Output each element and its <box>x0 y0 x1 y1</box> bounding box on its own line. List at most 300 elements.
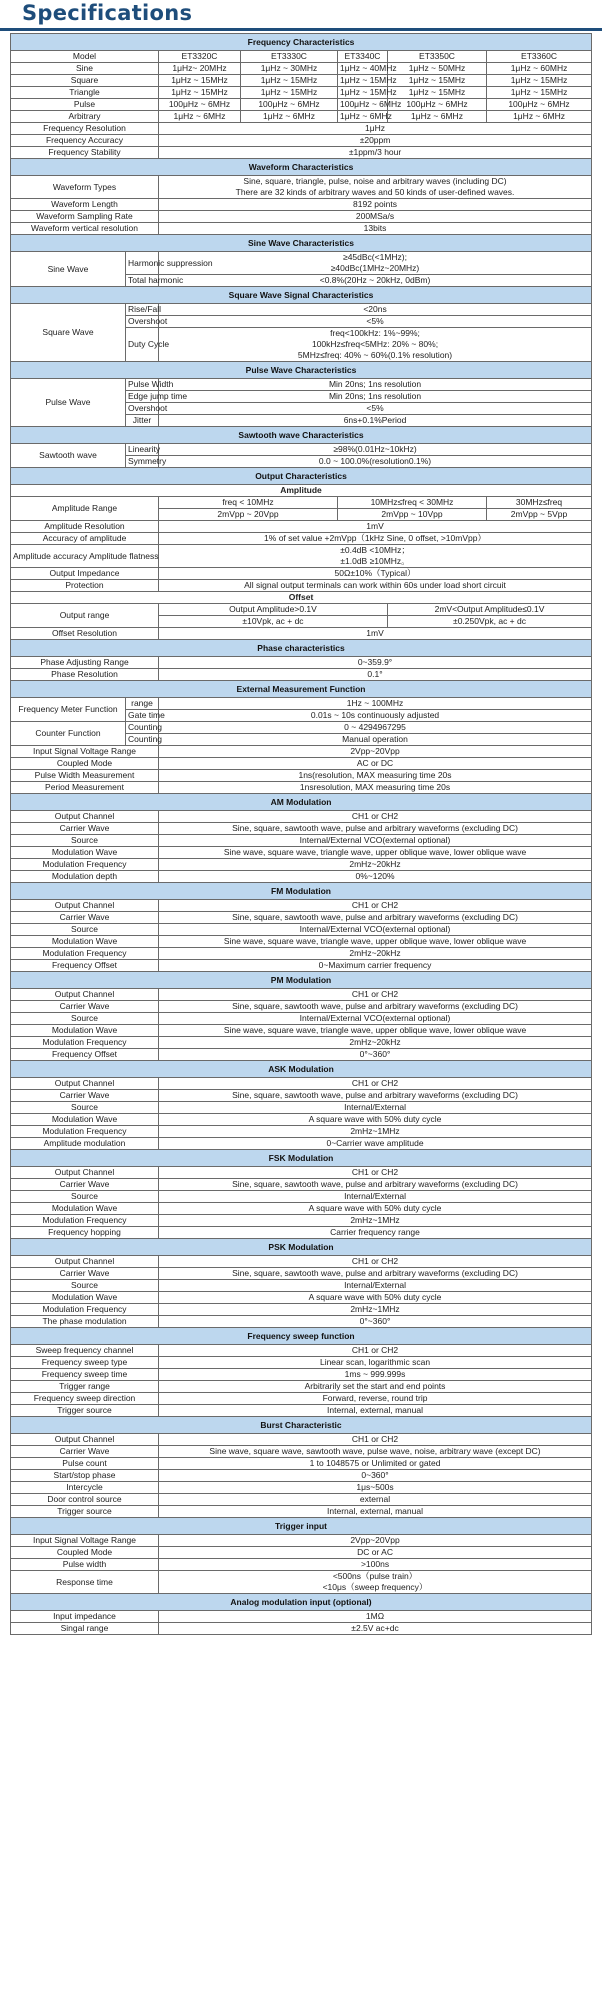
row-label: Carrier Wave <box>11 1001 159 1013</box>
row-value: 1ns(resolution, MAX measuring time 20s <box>159 770 592 782</box>
table-row <box>11 1049 592 1061</box>
row-value: <500ns（pulse train） <10μs（sweep frequency） <box>159 1571 592 1594</box>
model-cell: 1μHz ~ 15MHz <box>241 87 338 99</box>
row-label: Period Measurement <box>11 782 159 794</box>
section-title: Output Characteristics <box>11 468 592 485</box>
model-cell: 100μHz ~ 6MHz <box>241 99 338 111</box>
table-row <box>11 1138 592 1150</box>
row-value: Forward, reverse, round trip <box>159 1393 592 1405</box>
section-title: Sawtooth wave Characteristics <box>11 427 592 444</box>
row-value: Sine, square, sawtooth wave, pulse and arbitrary waveforms (excluding DC) <box>159 1090 592 1102</box>
row-label: Start/stop phase <box>11 1470 159 1482</box>
row-label: Offset Resolution <box>11 628 159 640</box>
row-value: Sine, square, triangle, pulse, noise and arbitrary waves (including DC) There are 32 kinds of arbitrary waves and 50 kinds of user-defined waves. <box>159 176 592 199</box>
row-value: 2mHz~20kHz <box>159 948 592 960</box>
row-value: external <box>159 1494 592 1506</box>
row-value: <5% <box>159 403 592 415</box>
row-label: Input Signal Voltage Range <box>11 1535 159 1547</box>
row-value: Sine, square, sawtooth wave, pulse and arbitrary waveforms (excluding DC) <box>159 1179 592 1191</box>
model-cell: 1μHz ~ 6MHz <box>159 111 241 123</box>
row-label: Carrier Wave <box>11 1446 159 1458</box>
row-label: Modulation Frequency <box>11 1037 159 1049</box>
row-value: Min 20ns; 1ns resolution <box>159 391 592 403</box>
group-label: Sine Wave <box>11 252 126 287</box>
sub-label: Pulse Width <box>126 379 159 391</box>
amp-range-cond: freq < 10MHz <box>159 497 338 509</box>
table-row <box>11 99 592 111</box>
table-row <box>11 1482 592 1494</box>
model-cell: 100μHz ~ 6MHz <box>159 99 241 111</box>
row-label: Model <box>11 51 159 63</box>
subheading: Amplitude <box>11 485 592 497</box>
row-value: All signal output terminals can work within 60s under load short circuit <box>159 580 592 592</box>
row-label: Source <box>11 1280 159 1292</box>
row-label: Amplitude Resolution <box>11 521 159 533</box>
group-label: Square Wave <box>11 304 126 362</box>
table-row <box>11 1227 592 1239</box>
sub-label: Overshoot <box>126 403 159 415</box>
row-value: 2mHz~1MHz <box>159 1215 592 1227</box>
section-title: Burst Characteristic <box>11 1417 592 1434</box>
amp-range-value: 2mVpp ~ 10Vpp <box>338 509 487 521</box>
row-value: Internal/External <box>159 1191 592 1203</box>
row-label: Waveform Sampling Rate <box>11 211 159 223</box>
row-label: Phase Adjusting Range <box>11 657 159 669</box>
table-row <box>11 135 592 147</box>
sub-label: Rise/Fall <box>126 304 159 316</box>
model-cell: 1μHz ~ 6MHz <box>487 111 592 123</box>
row-label: Output Channel <box>11 900 159 912</box>
model-cell: 100μHz ~ 6MHz <box>487 99 592 111</box>
table-row <box>11 912 592 924</box>
table-row <box>11 1434 592 1446</box>
amp-range-cond: 30MHz≤freq <box>487 497 592 509</box>
group-label: Frequency Meter Function <box>11 698 126 722</box>
table-row <box>11 63 592 75</box>
table-row <box>11 1547 592 1559</box>
section-header-row <box>11 362 592 379</box>
offset-value: ±10Vpk, ac + dc <box>159 616 388 628</box>
table-row <box>11 1179 592 1191</box>
row-value: CH1 or CH2 <box>159 1434 592 1446</box>
row-value: Linear scan, logarithmic scan <box>159 1357 592 1369</box>
row-value: Internal/External VCO(external optional) <box>159 1013 592 1025</box>
row-label: Input impedance <box>11 1611 159 1623</box>
model-cell: 1μHz ~ 15MHz <box>388 87 487 99</box>
section-title: External Measurement Function <box>11 681 592 698</box>
row-label: Modulation Frequency <box>11 1126 159 1138</box>
model-cell: 1μHz ~ 15MHz <box>338 75 388 87</box>
model-cell: 1μHz ~ 6MHz <box>241 111 338 123</box>
table-row <box>11 722 592 734</box>
table-row <box>11 1535 592 1547</box>
row-value: Sine, square, sawtooth wave, pulse and arbitrary waveforms (excluding DC) <box>159 1268 592 1280</box>
table-row <box>11 960 592 972</box>
model-cell: 1μHz ~ 15MHz <box>487 75 592 87</box>
row-value: CH1 or CH2 <box>159 989 592 1001</box>
table-row <box>11 847 592 859</box>
row-label: Modulation Wave <box>11 847 159 859</box>
row-label: Modulation Wave <box>11 936 159 948</box>
row-value: 1μHz <box>159 123 592 135</box>
table-row <box>11 835 592 847</box>
row-label: Carrier Wave <box>11 1090 159 1102</box>
table-row <box>11 533 592 545</box>
row-label: Trigger source <box>11 1506 159 1518</box>
row-label: Protection <box>11 580 159 592</box>
section-header-row <box>11 427 592 444</box>
group-label: Sawtooth wave <box>11 444 126 468</box>
row-value: CH1 or CH2 <box>159 1345 592 1357</box>
sub-label: Counting <box>126 722 159 734</box>
row-value: 1 to 1048575 or Unlimited or gated <box>159 1458 592 1470</box>
row-label: Modulation Wave <box>11 1292 159 1304</box>
sub-label: Duty Cycle <box>126 328 159 362</box>
model-cell: 1μHz~ 20MHz <box>159 63 241 75</box>
model-cell: 1μHz ~ 15MHz <box>338 87 388 99</box>
table-row <box>11 1345 592 1357</box>
table-row <box>11 1458 592 1470</box>
row-value: 0°~360° <box>159 1049 592 1061</box>
table-row <box>11 1090 592 1102</box>
row-value: <0.8%(20Hz ~ 20kHz, 0dBm) <box>159 275 592 287</box>
row-label: Frequency sweep direction <box>11 1393 159 1405</box>
row-label: Output Channel <box>11 989 159 1001</box>
table-row <box>11 1381 592 1393</box>
row-value: 1mV <box>159 521 592 533</box>
table-row <box>11 580 592 592</box>
row-label: Modulation Frequency <box>11 1304 159 1316</box>
sub-label: Total harmonic <box>126 275 159 287</box>
row-value: 13bits <box>159 223 592 235</box>
row-value: 0.0 ~ 100.0%(resolution0.1%) <box>159 456 592 468</box>
spec-sheet <box>10 33 591 1635</box>
table-row <box>11 948 592 960</box>
row-label: Carrier Wave <box>11 1179 159 1191</box>
row-label: Modulation Frequency <box>11 1215 159 1227</box>
section-title: AM Modulation <box>11 794 592 811</box>
sub-label: range <box>126 698 159 710</box>
model-cell: 1μHz ~ 15MHz <box>159 87 241 99</box>
row-label: Source <box>11 1013 159 1025</box>
model-cell: ET3320C <box>159 51 241 63</box>
table-row <box>11 1623 592 1635</box>
row-label: Waveform vertical resolution <box>11 223 159 235</box>
model-cell: ET3360C <box>487 51 592 63</box>
model-cell: 1μHz ~ 15MHz <box>388 75 487 87</box>
offset-cond: Output Amplitude>0.1V <box>159 604 388 616</box>
row-value: 2Vpp~20Vpp <box>159 746 592 758</box>
row-label: Phase Resolution <box>11 669 159 681</box>
row-value: 50Ω±10%（Typical） <box>159 568 592 580</box>
group-label: Counter Function <box>11 722 126 746</box>
table-row <box>11 176 592 199</box>
row-label: Frequency Accuracy <box>11 135 159 147</box>
row-value: Sine, square, sawtooth wave, pulse and arbitrary waveforms (excluding DC) <box>159 912 592 924</box>
row-label: Pulse <box>11 99 159 111</box>
row-value: <5% <box>159 316 592 328</box>
model-cell: 1μHz ~ 30MHz <box>241 63 338 75</box>
row-value: A square wave with 50% duty cycle <box>159 1203 592 1215</box>
row-label: Output Channel <box>11 1434 159 1446</box>
section-title: PSK Modulation <box>11 1239 592 1256</box>
table-row <box>11 1292 592 1304</box>
row-label: The phase modulation <box>11 1316 159 1328</box>
model-cell: ET3340C <box>338 51 388 63</box>
section-header-row <box>11 159 592 176</box>
row-label: Source <box>11 835 159 847</box>
table-row <box>11 1126 592 1138</box>
row-label: Modulation Wave <box>11 1203 159 1215</box>
sub-label: Linearity <box>126 444 159 456</box>
table-row <box>11 924 592 936</box>
table-row <box>11 758 592 770</box>
offset-cond: 2mV<Output Amplitude≤0.1V <box>388 604 592 616</box>
row-label: Frequency Offset <box>11 960 159 972</box>
table-row <box>11 1506 592 1518</box>
model-cell: 1μHz ~ 6MHz <box>388 111 487 123</box>
model-cell: 1μHz ~ 15MHz <box>487 87 592 99</box>
row-value: Internal/External <box>159 1280 592 1292</box>
table-row <box>11 568 592 580</box>
table-row <box>11 1357 592 1369</box>
row-value: 1MΩ <box>159 1611 592 1623</box>
row-value: 6ns+0.1%Period <box>159 415 592 427</box>
table-row <box>11 1114 592 1126</box>
model-cell: 1μHz ~ 60MHz <box>487 63 592 75</box>
table-row <box>11 1494 592 1506</box>
row-value: 1% of set value +2mVpp（1kHz Sine, 0 offset, >10mVpp） <box>159 533 592 545</box>
table-row <box>11 199 592 211</box>
row-label: Accuracy of amplitude <box>11 533 159 545</box>
row-label: Modulation Wave <box>11 1025 159 1037</box>
row-label: Trigger range <box>11 1381 159 1393</box>
row-label: Door control source <box>11 1494 159 1506</box>
header <box>0 0 602 31</box>
table-row <box>11 989 592 1001</box>
row-value: 1Hz ~ 100MHz <box>159 698 592 710</box>
table-row <box>11 1393 592 1405</box>
row-value: 2mHz~1MHz <box>159 1304 592 1316</box>
row-value: 8192 points <box>159 199 592 211</box>
section-title: ASK Modulation <box>11 1061 592 1078</box>
row-value: 0.01s ~ 10s continuously adjusted <box>159 710 592 722</box>
row-value: Sine, square, sawtooth wave, pulse and arbitrary waveforms (excluding DC) <box>159 1001 592 1013</box>
row-value: Arbitrarily set the start and end points <box>159 1381 592 1393</box>
section-title: Pulse Wave Characteristics <box>11 362 592 379</box>
row-label: Frequency hopping <box>11 1227 159 1239</box>
table-row <box>11 604 592 616</box>
row-value: Sine wave, square wave, triangle wave, upper oblique wave, lower oblique wave <box>159 1025 592 1037</box>
table-row <box>11 628 592 640</box>
table-row <box>11 211 592 223</box>
model-cell: ET3330C <box>241 51 338 63</box>
table-row <box>11 1316 592 1328</box>
row-label: Sine <box>11 63 159 75</box>
row-label: Output Channel <box>11 1078 159 1090</box>
row-label: Carrier Wave <box>11 823 159 835</box>
table-row <box>11 123 592 135</box>
sub-label: Symmetry <box>126 456 159 468</box>
section-header-row <box>11 883 592 900</box>
section-header-row <box>11 681 592 698</box>
table-row <box>11 223 592 235</box>
section-header-row <box>11 235 592 252</box>
table-row <box>11 1446 592 1458</box>
row-value: 2mHz~1MHz <box>159 1126 592 1138</box>
table-row <box>11 1013 592 1025</box>
amp-range-value: 2mVpp ~ 5Vpp <box>487 509 592 521</box>
row-value: freq<100kHz: 1%~99%; 100kHz≤freq<5MHz: 20% ~ 80%; 5MHz≤freq: 40% ~ 60%(0.1% resolution) <box>159 328 592 362</box>
row-value: 0.1° <box>159 669 592 681</box>
section-header-row <box>11 1328 592 1345</box>
section-title: FM Modulation <box>11 883 592 900</box>
section-header-row <box>11 34 592 51</box>
row-label: Modulation Frequency <box>11 859 159 871</box>
row-label: Frequency sweep type <box>11 1357 159 1369</box>
row-value: ±2.5V ac+dc <box>159 1623 592 1635</box>
table-row <box>11 823 592 835</box>
row-label: Modulation Wave <box>11 1114 159 1126</box>
row-label: Waveform Types <box>11 176 159 199</box>
row-label: Source <box>11 1102 159 1114</box>
table-row <box>11 1001 592 1013</box>
table-row <box>11 770 592 782</box>
sub-label: Edge jump time <box>126 391 159 403</box>
table-row <box>11 497 592 509</box>
row-label: Frequency Stability <box>11 147 159 159</box>
table-row <box>11 1256 592 1268</box>
model-cell: 100μHz ~ 6MHz <box>388 99 487 111</box>
section-title: Phase characteristics <box>11 640 592 657</box>
table-row <box>11 859 592 871</box>
row-label: Source <box>11 924 159 936</box>
row-label: Input Signal Voltage Range <box>11 746 159 758</box>
table-row <box>11 485 592 497</box>
row-label: Coupled Mode <box>11 758 159 770</box>
row-value: Carrier frequency range <box>159 1227 592 1239</box>
row-label: Carrier Wave <box>11 912 159 924</box>
row-value: CH1 or CH2 <box>159 900 592 912</box>
row-label: Intercycle <box>11 1482 159 1494</box>
row-label: Amplitude accuracy Amplitude flatness <box>11 545 159 568</box>
row-value: Internal/External VCO(external optional) <box>159 835 592 847</box>
row-label: Modulation Frequency <box>11 948 159 960</box>
row-value: Sine wave, square wave, triangle wave, upper oblique wave, lower oblique wave <box>159 847 592 859</box>
section-title: Frequency Characteristics <box>11 34 592 51</box>
row-value: 1μs~500s <box>159 1482 592 1494</box>
section-title: Waveform Characteristics <box>11 159 592 176</box>
row-value: Min 20ns; 1ns resolution <box>159 379 592 391</box>
section-header-row <box>11 1518 592 1535</box>
amp-range-value: 2mVpp ~ 20Vpp <box>159 509 338 521</box>
section-header-row <box>11 1239 592 1256</box>
table-row <box>11 936 592 948</box>
table-row <box>11 1611 592 1623</box>
row-value: CH1 or CH2 <box>159 1167 592 1179</box>
section-header-row <box>11 640 592 657</box>
group-label: Pulse Wave <box>11 379 126 427</box>
row-value: 1ms ~ 999.999s <box>159 1369 592 1381</box>
table-row <box>11 75 592 87</box>
row-label: Frequency Resolution <box>11 123 159 135</box>
row-value: 0~Carrier wave amplitude <box>159 1138 592 1150</box>
row-label: Arbitrary <box>11 111 159 123</box>
row-label: Square <box>11 75 159 87</box>
row-label: Frequency sweep time <box>11 1369 159 1381</box>
row-value: CH1 or CH2 <box>159 811 592 823</box>
row-label: Output Channel <box>11 811 159 823</box>
row-label: Amplitude modulation <box>11 1138 159 1150</box>
model-cell: 100μHz ~ 6MHz <box>338 99 388 111</box>
row-label: Coupled Mode <box>11 1547 159 1559</box>
row-label: Triangle <box>11 87 159 99</box>
model-cell: ET3350C <box>388 51 487 63</box>
sub-label: Jitter <box>126 415 159 427</box>
table-row <box>11 111 592 123</box>
row-value: Manual operation <box>159 734 592 746</box>
row-label: Amplitude Range <box>11 497 159 521</box>
model-cell: 1μHz ~ 6MHz <box>338 111 388 123</box>
row-value: Internal/External VCO(external optional) <box>159 924 592 936</box>
table-row <box>11 782 592 794</box>
row-label: Carrier Wave <box>11 1268 159 1280</box>
row-value: ≥98%(0.01Hz~10kHz) <box>159 444 592 456</box>
model-cell: 1μHz ~ 15MHz <box>159 75 241 87</box>
table-row <box>11 871 592 883</box>
row-value: ±0.4dB <10MHz； ±1.0dB ≥10MHz。 <box>159 545 592 568</box>
table-row <box>11 252 592 275</box>
row-value: ≥45dBc(<1MHz); ≥40dBc(1MHz~20MHz) <box>159 252 592 275</box>
row-label: Waveform Length <box>11 199 159 211</box>
row-label: Output range <box>11 604 159 628</box>
row-value: ±1ppm/3 hour <box>159 147 592 159</box>
row-value: 1nsresolution, MAX measuring time 20s <box>159 782 592 794</box>
sub-label: Gate time <box>126 710 159 722</box>
row-value: Internal/External <box>159 1102 592 1114</box>
section-header-row <box>11 794 592 811</box>
table-row <box>11 1102 592 1114</box>
row-value: 2mHz~20kHz <box>159 859 592 871</box>
row-label: Pulse width <box>11 1559 159 1571</box>
table-row <box>11 1405 592 1417</box>
table-row <box>11 545 592 568</box>
table-row <box>11 1280 592 1292</box>
table-row <box>11 87 592 99</box>
section-title: PM Modulation <box>11 972 592 989</box>
table-row <box>11 1078 592 1090</box>
table-row <box>11 1470 592 1482</box>
section-title: Analog modulation input (optional) <box>11 1594 592 1611</box>
table-row <box>11 379 592 391</box>
table-row <box>11 900 592 912</box>
amp-range-cond: 10MHz≤freq < 30MHz <box>338 497 487 509</box>
table-row <box>11 444 592 456</box>
table-row <box>11 1191 592 1203</box>
row-value: CH1 or CH2 <box>159 1256 592 1268</box>
section-header-row <box>11 972 592 989</box>
row-value: 0%~120% <box>159 871 592 883</box>
section-title: Square Wave Signal Characteristics <box>11 287 592 304</box>
row-value: Internal, external, manual <box>159 1506 592 1518</box>
row-value: Sine wave, square wave, sawtooth wave, pulse wave, noise, arbitrary wave (except DC) <box>159 1446 592 1458</box>
table-row <box>11 51 592 63</box>
model-cell: 1μHz ~ 15MHz <box>241 75 338 87</box>
row-label: Sweep frequency channel <box>11 1345 159 1357</box>
row-label: Frequency Offset <box>11 1049 159 1061</box>
table-row <box>11 304 592 316</box>
table-row <box>11 811 592 823</box>
